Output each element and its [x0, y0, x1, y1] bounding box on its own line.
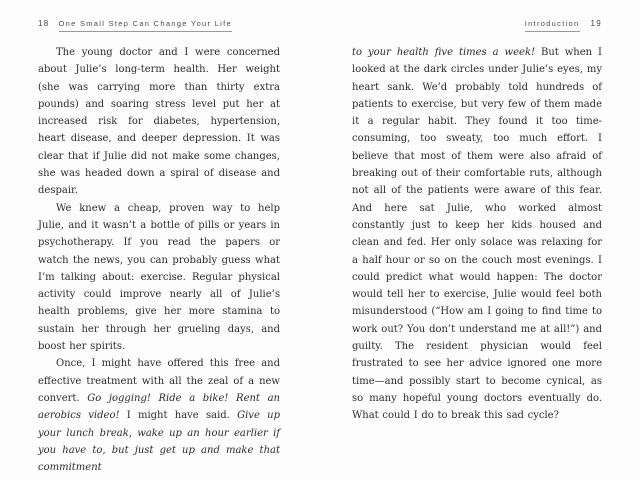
paragraph: [38, 44, 280, 200]
right-page-number: 19: [590, 19, 602, 28]
text-run: But when I looked at the dark circles under Julie’s eyes, my heart sank. We’d probably told hundreds of patients to exercise, but very few of them made it a regular habit. They found it too time-consuming, too sweaty, too much effort. I believe that most of them were also afraid of breaking out of their comfortable ruts, although not all of the patients were aware of this fear. And here sat Julie, who worked almost constantly just to keep her kids housed and clean and fed. Her only solace was relaxing for a half hour or so on the couch most evenings. I could predict what would happen: The doctor would tell her to exercise, Julie would feel both misunderstood (“How am I going to find time to work out? You don’t understand me at all!”) and guilty. The resident physician would feel frustrated to see her advice ignored one more time—and possibly start to become cynical, as so many hopeful young doctors eventually do. What could I do to break this sad cycle?: [352, 47, 602, 422]
left-page-text: [38, 44, 280, 476]
italic-text-run: Give up your lunch break, wake up an hour earlier if you have to, but just get up and make that commitment: [38, 410, 280, 474]
right-running-head: [352, 19, 602, 31]
page-right: [352, 0, 602, 425]
page-left: [38, 0, 280, 476]
text-run: We knew a cheap, proven way to help Julie, and it wasn’t a bottle of pills or years in psychotherapy. If you read the papers or watch the news, you can probably guess what I’m talking about: exercise. Regular physical activity could improve nearly all of Julie’s health problems, give her more stamina to sustain her through her grueling days, and boost her spirits.: [38, 202, 280, 353]
text-run: Once, I might have offered this free and effective treatment with all the zeal of a new convert.: [38, 358, 280, 404]
italic-text-run: Go jogging! Ride a bike! Rent an aerobics video!: [38, 392, 280, 422]
paragraph: [352, 44, 602, 425]
left-page-number: 18: [38, 19, 50, 28]
left-running-title: One Small Step Can Change Your Life: [59, 19, 233, 32]
italic-text-run: to your health five times a week!: [352, 47, 536, 58]
text-run: The young doctor and I were concerned about Julie’s long-term health. Her weight (she was carrying more than thirty extra pounds) and soaring stress level put her at increased risk for diabetes, hypertension, heart disease, and deeper depression. It was clear that if Julie did not make some changes, she was headed down a spiral of disease and despair.: [38, 47, 280, 197]
right-page-text: [352, 44, 602, 425]
paragraph: [38, 355, 280, 476]
left-running-head: [38, 19, 280, 31]
text-run: I might have said.: [119, 410, 238, 422]
paragraph: [38, 200, 280, 356]
right-running-title: Introduction: [525, 19, 580, 32]
